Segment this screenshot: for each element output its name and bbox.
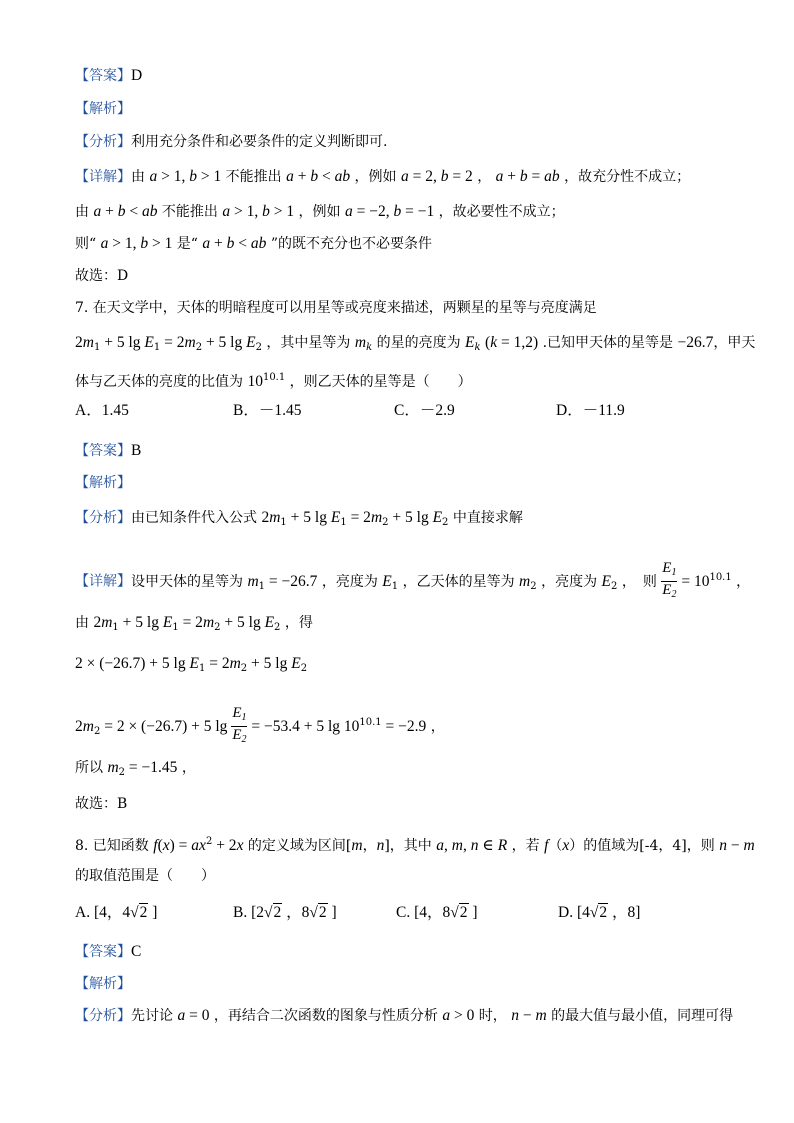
q8-stem-line-2 [75,866,215,886]
q6-detail-1-render: 由 a > 1, b > 1 不能推出 a + b < ab ，例如 a = 2, b = 2 ， a + b = ab ，故充分性不成立； [131,168,691,185]
q8-option-c: C. [4，8√2 ] [396,904,478,921]
q8-answer-line [75,942,141,962]
q6-choice-line [75,266,128,286]
q8-stem-line-1 [75,832,755,856]
analysis-tag: 【解析】 [75,976,131,992]
analysis-tag: 【解析】 [75,101,131,117]
q6-detail-3-render: 则“ a > 1, b > 1 是“ a + b < ab ”的既不充分也不必要条件 [75,235,433,252]
q6-detail-2-render: 由 a + b < ab 不能推出 a > 1, b > 1 ，例如 a = −2, b = −1 ，故必要性不成立； [75,203,565,220]
q8-option-b: B. [2√2 ，8√2 ] [233,904,337,921]
q7-detail-line-3 [75,654,307,679]
q7-detail-1-render: 设甲天体的星等为 $m_1 = -26.7$ ，亮度为 $E_1$ ，乙天体的星等为 $m_2$ ，亮度为 $E_2$ ， 则 $\frac{E_1}{E_2}$ = $10^{10.1}$ ， [131,560,751,600]
q7-option-b: B．－1.45 [233,402,302,419]
q6-analysis-line [75,99,131,119]
q6-detail-line-1 [75,167,690,187]
q7-analysis-line [75,473,131,493]
fenxi-tag: 【分析】 [75,134,131,150]
q6-answer-value: D [131,67,143,84]
q7-choice-line [75,794,127,814]
fenxi-tag: 【分析】 [75,510,131,526]
q7-detail-5-render: 所以 $m_2 = -1.45$ ， [75,759,196,778]
q6-fenxi-text: 利用充分条件和必要条件的定义判断即可. [131,134,388,150]
q7-stem-3-render: 体与乙天体的亮度的比值为 $10^{10.1}$ ，则乙天体的星等是（ ） [75,372,472,390]
answer-tag: 【答案】 [75,944,131,960]
q7-detail-line-2 [75,613,313,638]
fenxi-tag: 【分析】 [75,1008,131,1024]
q7-detail-line-1 [75,560,750,603]
q8-fenxi-line [75,1006,733,1026]
q7-option-a: A．1.45 [75,402,129,419]
q6-detail-line-3 [75,234,432,254]
xiangjie-tag: 【详解】 [75,169,131,185]
q7-detail-3-render: 2 × (−26.7) + 5 $\lg E_1 = 2m_2 + 5$ $\lg E_2$ [75,655,308,674]
q7-stem-1: 7. 在天文学中，天体的明暗程度可以用星等或亮度来描述，两颗星的星等与亮度满足 [75,300,597,316]
q7-answer-line [75,441,141,461]
answer-tag: 【答案】 [75,443,131,459]
q7-stem-line-2 [75,333,755,358]
answer-tag: 【答案】 [75,68,131,84]
q8-option-d: D. [4√2 ，8] [558,904,641,921]
analysis-tag: 【解析】 [75,475,131,491]
q8-option-a: A. [4，4√2 ] [75,904,158,921]
q7-option-d: D．－11.9 [556,402,625,419]
q7-detail-line-5 [75,758,196,783]
q8-stem-2: 的取值范围是（ ） [75,868,215,884]
q7-choice: 故选：B [75,796,128,812]
q6-detail-line-2 [75,202,565,222]
q7-detail-2-render: 由 $2m_1 + 5$ $\lg E_1 = 2m_2 + 5$ $\lg E_2$ ，得 [75,614,313,633]
xiangjie-tag: 【详解】 [75,573,131,590]
q8-fenxi-render: 先讨论 a = 0 ，再结合二次函数的图象与性质分析 a > 0 时， n − m 的最大值与最小值，同理可得 [131,1007,734,1024]
q8-stem-1-render: 8. 已知函数 $f(x) = ax^2 + 2x$ 的定义域为区间[m，n]，其中 a, m, n ∈ R ，若 f（x）的值域为[-4，4]，则 n − m [75,836,755,854]
q7-option-c: C．－2.9 [394,402,455,419]
q7-stem-line-3 [75,368,472,392]
q7-answer-value: B [131,442,142,459]
q7-stem-line-1 [75,298,597,318]
q8-analysis-line [75,974,131,994]
q6-answer-line [75,66,142,86]
q7-detail-line-4 [75,705,445,748]
q7-fenxi-line [75,508,523,533]
q6-fenxi-line [75,132,387,152]
q7-detail-4-render: $2m_2 = 2 \times (-26.7) + 5$ lg $\frac{E_1}{E_2}$ = −53.4 + 5 $\lg 10^{10.1} = -2.9$ ， [75,705,445,745]
q7-stem-2-render: $2m_1 + 5$ $\lg E_1 = 2m_2 + 5$ $\lg E_2$ ，其中星等为 $m_k$ 的星的亮度为 $E_k$ (k = 1,2) .已知甲天体的星等是 −26.7，甲天 [75,334,756,353]
q8-answer-value: C [131,943,142,960]
q6-choice: 故选：D [75,268,129,284]
q7-fenxi-render: 由已知条件代入公式 $2m_1 + 5$ $\lg E_1 = 2m_2 + 5$ $\lg E_2$ 中直接求解 [131,509,523,528]
